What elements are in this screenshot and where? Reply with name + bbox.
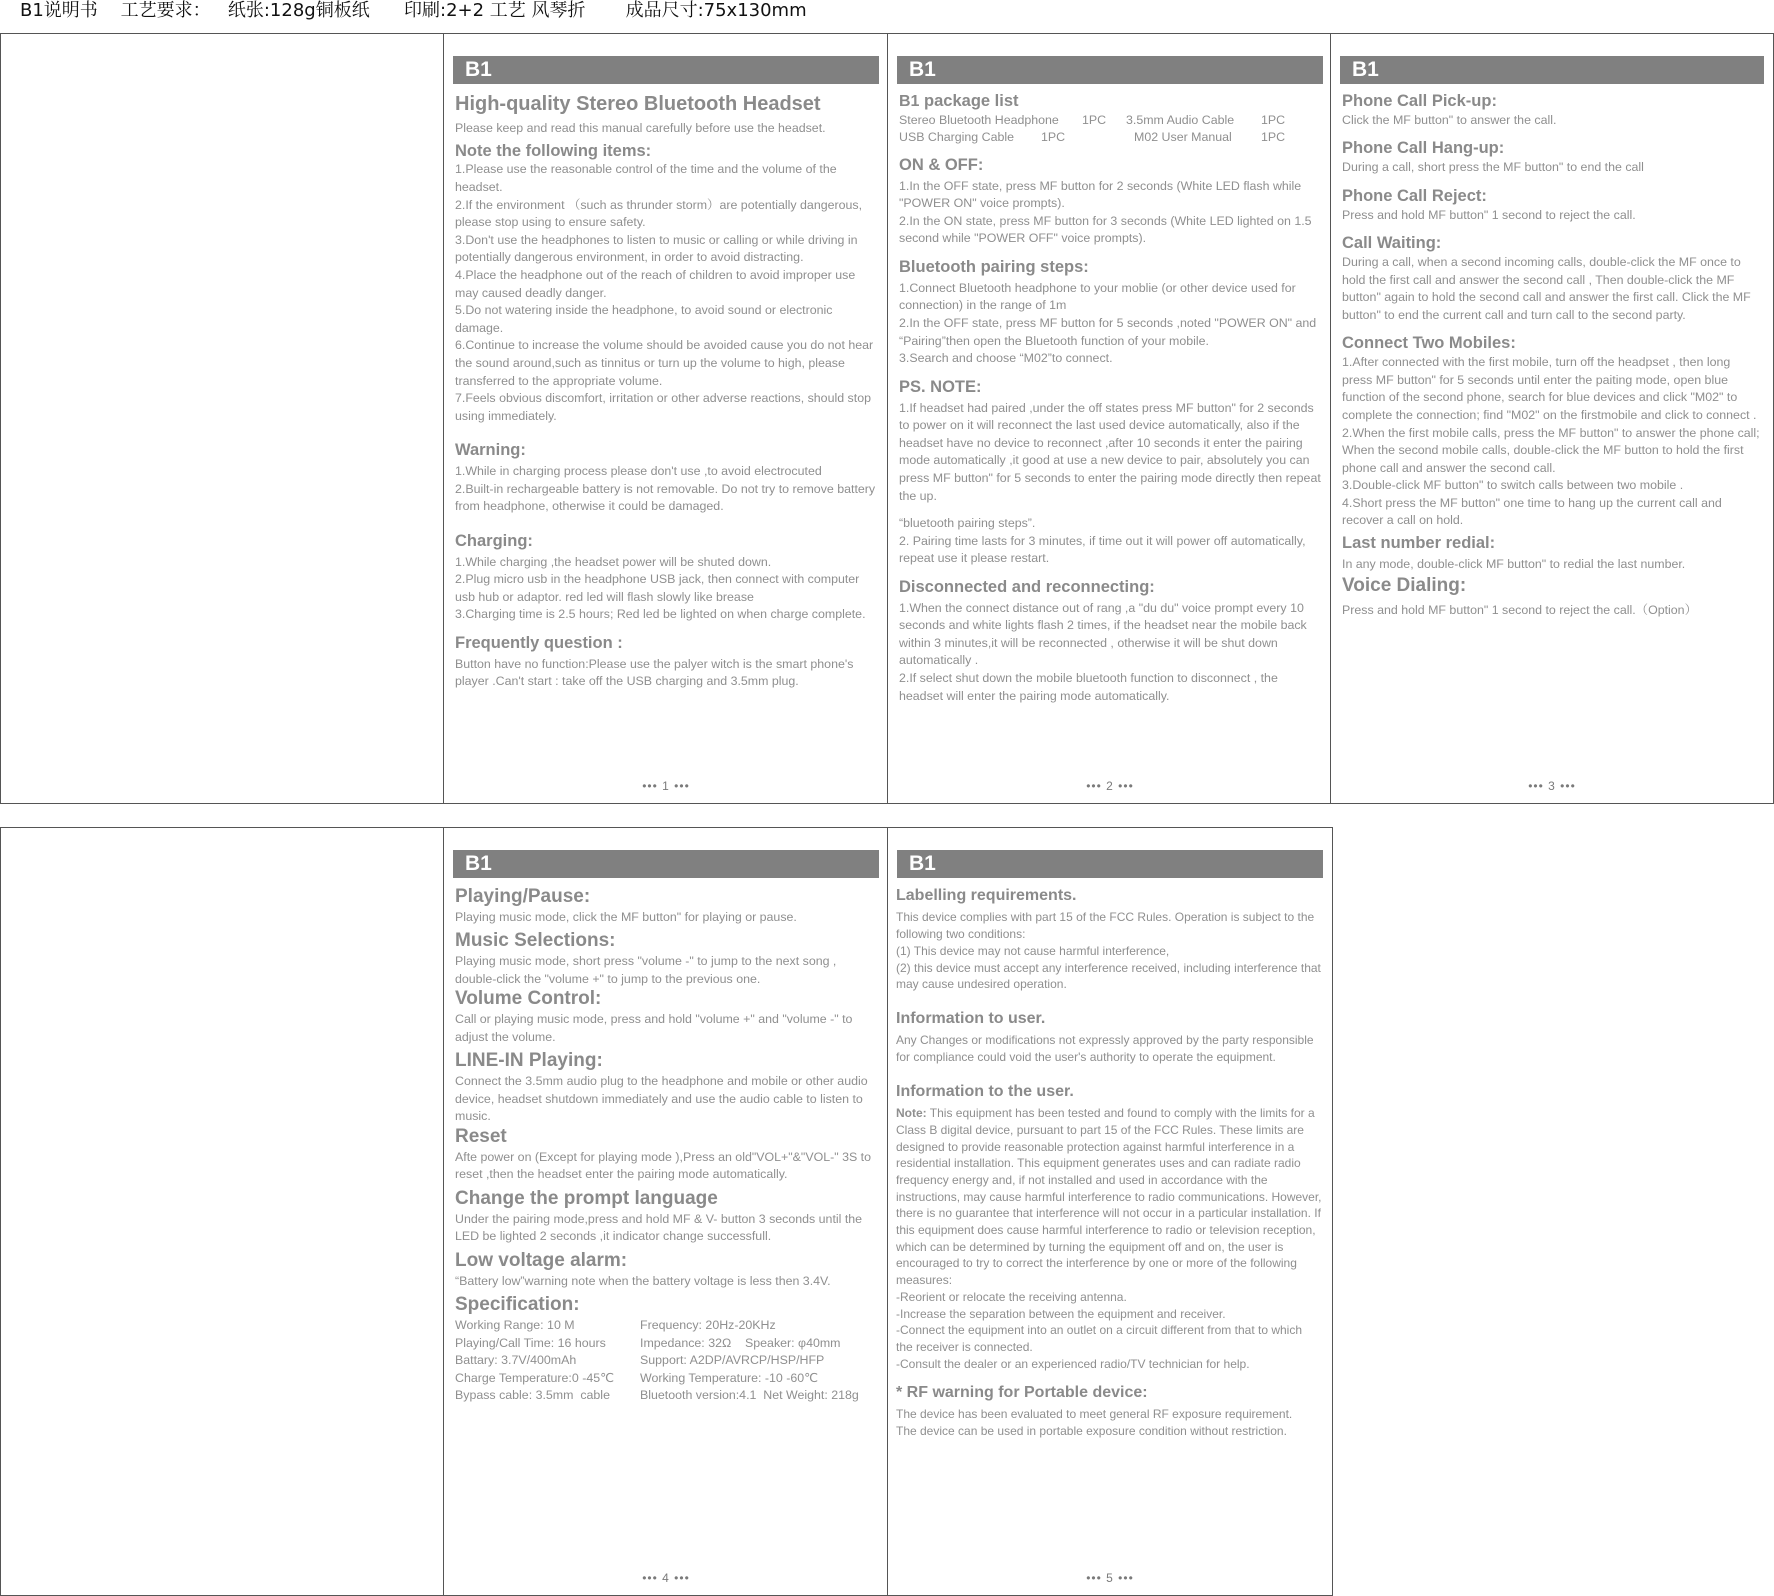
language-heading: Change the prompt language bbox=[455, 1187, 718, 1209]
measure-item: -Reorient or relocate the receiving antenna. bbox=[896, 1289, 1127, 1304]
note-item: 1.Please use the reasonable control of the time and the volume of the headset. bbox=[455, 162, 837, 194]
page-5-content bbox=[896, 886, 1322, 1440]
music-heading: Music Selections: bbox=[455, 930, 616, 952]
info-the-user-heading: Information to the user. bbox=[896, 1082, 1074, 1100]
two-mobiles-item: 2.When the first mobile calls, press the MF button" to answer the phone call; When the second mobile calls, double-click the MF button to hold the first phone call and answer the second call. bbox=[1342, 425, 1760, 475]
blank-panel-top bbox=[0, 33, 445, 804]
warning-heading: Warning: bbox=[455, 441, 526, 460]
disconnect-item: 1.When the connect distance out of rang ,a "du du" voice prompt every 10 seconds and white lights flash 2 times, if the headset near the mobile back within 3 minutes,it will be reconnected , otherwise it will be shut down automatically . bbox=[899, 600, 1307, 668]
two-mobiles-item: 4.Short press the MF button" one time to hang up the current call and recover a call on hold. bbox=[1342, 495, 1722, 528]
info-user-text: Any Changes or modifications not expressly approved by the party responsible for compliance could void the user's authority to operate the equipment. bbox=[896, 1033, 1314, 1065]
page-header-bar: B1 bbox=[897, 56, 1323, 84]
package-qty: 1PC bbox=[1082, 112, 1107, 127]
page-3 bbox=[1330, 33, 1774, 804]
package-item: M02 User Manual bbox=[1134, 129, 1232, 144]
page-number: ••• 5 ••• bbox=[1086, 1571, 1134, 1585]
music-text: Playing music mode, short press "volume -" to jump to the next song , double-click the "volume +" to jump to the previous one. bbox=[455, 954, 837, 986]
intro-text: Please keep and read this manual carefully before use the headset. bbox=[455, 121, 826, 135]
volume-text: Call or playing music mode, press and hold "volume +" and "volume -" to adjust the volume. bbox=[455, 1012, 853, 1044]
spec-cell: Bypass cable: 3.5mm cable bbox=[455, 1388, 610, 1403]
rf-warning-text: The device can be used in portable exposure condition without restriction. bbox=[896, 1423, 1287, 1438]
pickup-heading: Phone Call Pick-up: bbox=[1342, 92, 1497, 110]
page-1-content bbox=[455, 92, 878, 691]
redial-text: In any mode, double-click MF button" to redial the last number. bbox=[1342, 556, 1686, 571]
note-item: 7.Feels obvious discomfort, irritation or other adverse reactions, should stop using immediately. bbox=[455, 391, 871, 423]
rf-warning-text: The device has been evaluated to meet general RF exposure requirement. bbox=[896, 1407, 1293, 1422]
manual-title: High-quality Stereo Bluetooth Headset bbox=[455, 93, 821, 115]
page-4 bbox=[443, 827, 889, 1596]
package-item: 3.5mm Audio Cable bbox=[1126, 112, 1235, 127]
language-text: Under the pairing mode,press and hold MF & V- button 3 seconds until the LED be lighted 2 seconds ,it indicator change successfull. bbox=[455, 1211, 863, 1244]
spec-cell: Frequency: 20Hz-20KHz bbox=[640, 1318, 776, 1333]
package-qty: 1PC bbox=[1261, 129, 1286, 144]
low-voltage-text: “Battery low”warning note when the battery voltage is less then 3.4V. bbox=[455, 1273, 831, 1288]
reject-text: Press and hold MF button" 1 second to reject the call. bbox=[1342, 207, 1636, 222]
faq-heading: Frequently question : bbox=[455, 634, 623, 653]
charging-item: 1.While charging ,the headset power will be shuted down. bbox=[455, 554, 772, 569]
warning-item: 2.Built-in rechargeable battery is not removable. Do not try to remove battery from headphone, otherwise it could be damaged. bbox=[455, 481, 876, 514]
onoff-heading: ON & OFF: bbox=[899, 155, 984, 174]
page-number: ••• 4 ••• bbox=[642, 1571, 690, 1585]
note-item: 2.If the environment （such as thrunder storm）are potentially dangerous, please stop using to ensure safety. bbox=[455, 197, 863, 230]
labelling-heading: Labelling requirements. bbox=[896, 887, 1077, 904]
pairing-item: 3.Search and choose “M02”to connect. bbox=[899, 351, 1113, 366]
onoff-item: 2.In the ON state, press MF button for 3 seconds (White LED lighted on 1.5 second while "POWER OFF" voice prompts). bbox=[899, 213, 1312, 246]
low-voltage-heading: Low voltage alarm: bbox=[455, 1249, 628, 1271]
note-list bbox=[455, 161, 878, 425]
reset-heading: Reset bbox=[455, 1125, 507, 1147]
two-mobiles-item: 1.After connected with the first mobile, turn off the headpset , then long press MF button" for 5 seconds until enter the paiting mode, open blue function of the second phone, search for blue devices and click "M02" to complete the connection; find "M02" on the firstmobile and click to connect . bbox=[1342, 355, 1757, 422]
ps-note-extra: “bluetooth pairing steps”. bbox=[899, 516, 1036, 531]
voice-dialing-text: Press and hold MF button" 1 second to reject the call.（Option） bbox=[1342, 603, 1697, 618]
package-item: Stereo Bluetooth Headphone bbox=[899, 112, 1059, 127]
pairing-item: 2.In the OFF state, press MF button for 5 seconds ,noted "POWER ON" and “Pairing”then open the Bluetooth function of your mobile. bbox=[899, 315, 1317, 348]
specification-heading: Specification: bbox=[455, 1294, 580, 1316]
package-qty: 1PC bbox=[1261, 112, 1286, 127]
play-heading: Playing/Pause: bbox=[455, 886, 591, 907]
labelling-text: (2) this device must accept any interference received, including interference that may cause undesired operation. bbox=[896, 960, 1321, 992]
page-header-bar: B1 bbox=[1340, 56, 1764, 84]
hangup-text: During a call, short press the MF button" to end the call bbox=[1342, 160, 1644, 175]
labelling-text: This device complies with part 15 of the FCC Rules. Operation is subject to the following two conditions: bbox=[896, 910, 1315, 941]
waiting-text: During a call, when a second incoming calls, double-click the MF once to hold the first call and answer the second call , Then double-click the MF button" again to hold the second call and answer the first call. Click the MF button" to end the current call and turn call to the second party. bbox=[1342, 254, 1751, 322]
note-label: Note: bbox=[896, 1106, 927, 1121]
spec-row bbox=[455, 1352, 878, 1370]
pairing-item: 1.Connect Bluetooth headphone to your moblie (or other device used for connection) in the range of 1m bbox=[899, 280, 1296, 313]
charging-heading: Charging: bbox=[455, 531, 533, 550]
page-4-content bbox=[455, 886, 878, 1405]
note-item: 5.Do not watering inside the headphone, to avoid sound or electronic damage. bbox=[455, 303, 833, 335]
page-header-bar: B1 bbox=[453, 56, 879, 84]
charging-item: 2.Plug micro usb in the headphone USB jack, then connect with computer usb hub or adaptor. red led will flash slowly like brease bbox=[455, 572, 860, 604]
page-number: ••• 1 ••• bbox=[642, 779, 690, 793]
spec-row bbox=[455, 1387, 878, 1405]
page-number: ••• 2 ••• bbox=[1086, 779, 1134, 793]
page-5 bbox=[887, 827, 1333, 1596]
linein-heading: LINE-IN Playing: bbox=[455, 1050, 603, 1072]
info-user-heading: Information to user. bbox=[896, 1010, 1046, 1028]
waiting-heading: Call Waiting: bbox=[1342, 234, 1442, 253]
page-1 bbox=[443, 33, 889, 804]
page-2 bbox=[887, 33, 1333, 804]
pairing-heading: Bluetooth pairing steps: bbox=[899, 257, 1089, 276]
spec-cell: Working Temperature: -10 -60℃ bbox=[640, 1370, 819, 1385]
package-qty: 1PC bbox=[1041, 129, 1066, 144]
warning-item: 1.While in charging process please don't use ,to avoid electrocuted bbox=[455, 464, 822, 479]
page-header-bar: B1 bbox=[897, 850, 1323, 878]
disconnect-heading: Disconnected and reconnecting: bbox=[899, 577, 1155, 596]
onoff-item: 1.In the OFF state, press MF button for 2 seconds (White LED flash while "POWER ON" voice prompts). bbox=[899, 178, 1302, 211]
blank-panel-bottom bbox=[0, 827, 445, 1596]
package-title: package list bbox=[919, 92, 1019, 110]
linein-text: Connect the 3.5mm audio plug to the headphone and mobile or other audio device, headset shutdown immediately and use the audio cable to listen to music. bbox=[455, 1074, 868, 1124]
volume-heading: Volume Control: bbox=[455, 988, 602, 1010]
redial-heading: Last number redial: bbox=[1342, 534, 1496, 553]
two-mobiles-item: 3.Double-click MF button" to switch calls between two mobile . bbox=[1342, 478, 1684, 493]
rf-warning-heading: * RF warning for Portable device: bbox=[896, 1383, 1148, 1401]
spec-cell: Impedance: 32Ω Speaker: φ40mm bbox=[640, 1335, 841, 1350]
measure-item: -Increase the separation between the equipment and receiver. bbox=[896, 1306, 1226, 1321]
spec-row bbox=[455, 1335, 878, 1353]
spec-cell: Support: A2DP/AVRCP/HSP/HFP bbox=[640, 1353, 825, 1368]
spec-cell: Battary: 3.7V/400mAh bbox=[455, 1353, 577, 1368]
page-header-bar: B1 bbox=[453, 850, 879, 878]
reset-text: Afte power on (Except for playing mode ),Press an old"VOL+"&"VOL-" 3S to reset ,then the headset enter the pairing mode automatically. bbox=[455, 1149, 872, 1182]
page-number: ••• 3 ••• bbox=[1528, 779, 1576, 793]
faq-text: Button have no function:Please use the palyer witch is the smart phone's player .Can't start : take off the USB charging and 3.5mm plug. bbox=[455, 656, 854, 689]
package-item: USB Charging Cable bbox=[899, 129, 1015, 144]
ps-note-item: 1.If headset had paired ,under the off states press MF button" for 2 seconds to power on it will reconnect the last used device automatically, also if the headset have no device to reconnect ,after 10 seconds it enter the pairing mode automatically ,it good at use a new device to pair, absolutely you can press MF button" for 5 seconds to enter the pairing mode directly then repeat the up. bbox=[899, 400, 1321, 503]
package-row bbox=[899, 129, 1322, 146]
ps-note-heading: PS. NOTE: bbox=[899, 377, 982, 396]
note-body: This equipment has been tested and found to comply with the limits for a Class B digital device, pursuant to part 15 of the FCC Rules. These limits are designed to provide reasonable protection against harmful interference in a residential installation. This equipment generates uses and can radiate radio frequency energy and, if not installed and used in accordance with the instructions, may cause harmful interference to radio communications. However, there is no guarantee that interference will not occur in a particular installation. If this equipment does cause harmful interference to radio or television reception, which can be determined by turning the equipment off and on, the user is encouraged to try to correct the interference by one or more of the following measures: bbox=[896, 1106, 1322, 1288]
voice-dialing-heading: Voice Dialing: bbox=[1342, 575, 1467, 597]
measure-item: -Consult the dealer or an experienced radio/TV technician for help. bbox=[896, 1357, 1250, 1372]
spec-cell: Playing/Call Time: 16 hours bbox=[455, 1335, 606, 1350]
fcc-note-text bbox=[896, 1105, 1322, 1289]
package-row bbox=[899, 112, 1322, 129]
spec-cell: Charge Temperature:0 -45℃ bbox=[455, 1370, 615, 1385]
spec-row bbox=[455, 1317, 878, 1335]
spec-cell: Bluetooth version:4.1 Net Weight: 218g bbox=[640, 1388, 859, 1403]
note-item: 3.Don't use the headphones to listen to music or calling or while driving in potentially dangerous environment, in order to avoid distracting. bbox=[455, 232, 858, 265]
labelling-text: (1) This device may not cause harmful interference, bbox=[896, 943, 1170, 958]
note-item: 6.Continue to increase the volume should be avoided cause you do not hear the sound around,such as tinnitus or turn up the volume to high, please transferred to the appropriate volume. bbox=[455, 338, 874, 388]
spec-cell: Working Range: 10 M bbox=[455, 1318, 575, 1333]
measure-item: -Connect the equipment into an outlet on a circuit different from that to which the receiver is connected. bbox=[896, 1323, 1303, 1355]
two-mobiles-heading: Connect Two Mobiles: bbox=[1342, 334, 1516, 353]
page-2-content bbox=[899, 92, 1322, 705]
page-3-content bbox=[1342, 92, 1763, 620]
print-spec-line: B1说明书 工艺要求： 纸张:128g铜板纸 印刷:2+2 工艺 风琴折 成品尺寸:75x130mm bbox=[20, 0, 807, 21]
reject-heading: Phone Call Reject: bbox=[1342, 186, 1487, 205]
ps-note-extra: 2. Pairing time lasts for 3 minutes, if time out it will power off automatically, repeat use it please restart. bbox=[899, 533, 1306, 566]
package-prefix: B1 bbox=[899, 93, 920, 110]
spec-row bbox=[455, 1370, 878, 1388]
package-heading bbox=[899, 92, 1322, 112]
play-text: Playing music mode, click the MF button" for playing or pause. bbox=[455, 909, 797, 924]
note-heading: Note the following items: bbox=[455, 141, 652, 160]
charging-item: 3.Charging time is 2.5 hours; Red led be lighted on when charge complete. bbox=[455, 607, 866, 622]
note-item: 4.Place the headphone out of the reach of children to avoid improper use may caused deadly danger. bbox=[455, 267, 856, 300]
disconnect-item: 2.If select shut down the mobile bluetooth function to disconnect , the headset will enter the pairing mode automatically. bbox=[899, 671, 1278, 703]
pickup-text: Click the MF button" to answer the call. bbox=[1342, 112, 1557, 127]
hangup-heading: Phone Call Hang-up: bbox=[1342, 139, 1505, 158]
